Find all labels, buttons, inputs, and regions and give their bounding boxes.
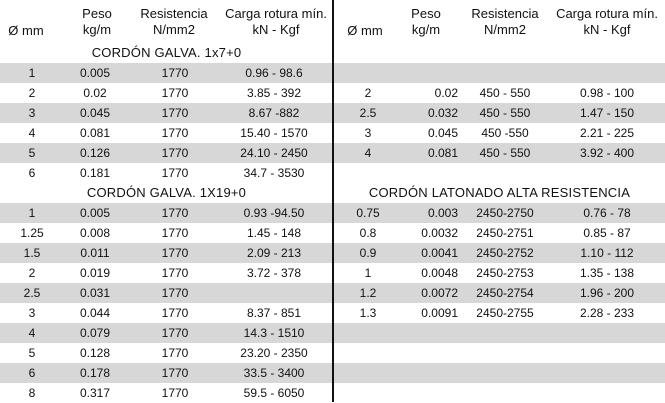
left-s2-row <box>0 383 333 403</box>
left-s1-cell-resist: 1770 <box>161 106 189 120</box>
left-s1-cell-carga: 8.67 -882 <box>248 106 300 120</box>
right-s1-cell-diam: 2.5 <box>359 106 377 120</box>
left-s2-cell-carga: 23.20 - 2350 <box>240 346 308 360</box>
left-s2-cell-peso: 0.005 <box>79 206 111 220</box>
left-s2-cell-peso: 0.317 <box>79 386 111 400</box>
left-s2-cell-carga: 1.45 - 148 <box>246 226 302 240</box>
right-s2-cell-resist: 2450-2752 <box>476 246 534 260</box>
right-s2-cell-carga: 1.96 - 200 <box>579 286 635 300</box>
left-s1-cell-diam: 2 <box>28 86 36 100</box>
left-header-peso-l2: kg/m <box>82 22 112 37</box>
right-header-resist-l1: Resistencia <box>471 6 539 21</box>
left-s2-cell-peso: 0.011 <box>80 246 110 260</box>
right-s2-cell-carga: 0.76 - 78 <box>583 206 631 220</box>
right-s2-cell-carga: 0.85 - 87 <box>583 226 631 240</box>
left-s1-cell-resist: 1770 <box>161 126 189 140</box>
right-s2-cell-peso: 0.0072 <box>421 286 458 300</box>
right-s2-row <box>334 243 665 263</box>
left-s2-row <box>0 283 333 303</box>
left-s2-cell-carga: 33.5 - 3400 <box>243 366 305 380</box>
left-header-carga <box>218 6 334 38</box>
left-header-resist-l1: Resistencia <box>140 6 208 21</box>
right-s1-row <box>334 83 665 103</box>
right-s2-cell-peso: 0.0041 <box>421 246 458 260</box>
right-s2-row <box>334 283 665 303</box>
right-s1-cell-peso: 0.045 <box>427 126 458 140</box>
left-header-resist-l2: N/mm2 <box>153 22 195 37</box>
right-s2-row <box>334 303 665 323</box>
right-s1-cell-peso: 0.081 <box>427 146 458 160</box>
right-s2-row <box>334 203 665 223</box>
left-s2-cell-diam: 2.5 <box>23 286 41 300</box>
left-s2-row <box>0 343 333 363</box>
right-s1-cell-resist: 450 -550 <box>481 126 529 140</box>
left-s1-cell-resist: 1770 <box>161 146 189 160</box>
left-s2-row <box>0 363 333 383</box>
left-s2-cell-resist: 1770 <box>161 366 189 380</box>
right-panel <box>334 0 665 402</box>
left-panel <box>0 0 333 402</box>
left-s1-cell-peso: 0.005 <box>79 66 111 80</box>
left-s1-cell-diam: 3 <box>28 106 36 120</box>
left-s2-row <box>0 263 333 283</box>
left-s1-cell-resist: 1770 <box>161 166 189 180</box>
left-s1-row <box>0 123 333 143</box>
left-s2-cell-diam: 1.5 <box>23 246 41 260</box>
left-s2-row <box>0 203 333 223</box>
left-s2-cell-carga: 2.09 - 213 <box>246 246 302 260</box>
left-s1-row <box>0 103 333 123</box>
right-header-carga <box>550 6 664 38</box>
right-s2-cell-diam: 0.8 <box>359 226 377 240</box>
left-s2-cell-peso: 0.031 <box>79 286 111 300</box>
right-header <box>334 0 665 43</box>
right-s1-cell-diam: 2 <box>364 86 372 100</box>
left-s2-cell-peso: 0.079 <box>79 326 111 340</box>
left-s2-cell-peso: 0.044 <box>79 306 111 320</box>
left-s2-cell-carga <box>218 283 330 303</box>
right-s2-row <box>334 343 665 363</box>
right-section-2-title: CORDÓN LATONADO ALTA RESISTENCIA <box>334 183 665 203</box>
left-s1-row <box>0 83 333 103</box>
right-s2-row <box>334 223 665 243</box>
left-s1-cell-diam: 5 <box>28 146 36 160</box>
left-s2-cell-resist: 1770 <box>161 206 189 220</box>
left-header-peso <box>72 6 122 38</box>
left-s2-cell-diam: 2 <box>28 266 36 280</box>
right-s2-cell-diam: 0.9 <box>359 246 377 260</box>
right-s2-row <box>334 263 665 283</box>
left-s2-cell-carga: 0.93 -94.50 <box>243 206 305 220</box>
left-header-carga-l2: kN - Kgf <box>252 22 300 37</box>
right-s1-cell-resist: 450 - 550 <box>479 106 531 120</box>
right-s2-cell-resist: 2450-2751 <box>476 226 534 240</box>
left-s2-cell-carga: 3.72 - 378 <box>246 266 302 280</box>
left-s1-cell-peso: 0.045 <box>79 106 111 120</box>
left-s2-cell-peso: 0.008 <box>79 226 111 240</box>
right-s2-row <box>334 363 665 383</box>
right-s1-row <box>334 143 665 163</box>
right-s1-cell-peso: 0.02 <box>434 86 458 100</box>
left-s1-cell-carga: 34.7 - 3530 <box>243 166 305 180</box>
right-s2-cell-carga: 1.10 - 112 <box>580 246 634 260</box>
right-header-peso-l2: kg/m <box>411 22 441 37</box>
left-s2-cell-diam: 8 <box>28 386 36 400</box>
left-header-diam: Ø mm <box>8 23 44 38</box>
left-s2-cell-diam: 4 <box>28 326 36 340</box>
left-s1-cell-diam: 4 <box>28 126 36 140</box>
right-s2-cell-carga: 2.28 - 233 <box>579 306 635 320</box>
left-section-2-title: CORDÓN GALVA. 1X19+0 <box>0 183 333 203</box>
right-s2-cell-resist: 2450-2753 <box>476 266 534 280</box>
right-s2-cell-peso: 0.0032 <box>421 226 458 240</box>
left-s2-cell-carga: 59.5 - 6050 <box>243 386 305 400</box>
left-header-carga-l1: Carga rotura mín. <box>225 6 327 21</box>
right-s2-row <box>334 383 665 403</box>
right-s1-cell-resist: 450 - 550 <box>479 86 531 100</box>
left-s1-row <box>0 63 333 83</box>
right-s1-cell-carga: 3.92 - 400 <box>579 146 635 160</box>
left-s2-cell-resist: 1770 <box>161 386 189 400</box>
left-s1-cell-peso: 0.126 <box>79 146 111 160</box>
left-s1-cell-carga: 3.85 - 392 <box>246 86 302 100</box>
right-s2-cell-peso: 0.0048 <box>421 266 458 280</box>
left-s2-cell-peso: 0.019 <box>79 266 111 280</box>
left-s1-cell-diam: 1 <box>28 66 36 80</box>
right-s1-cell-carga: 0.98 - 100 <box>579 86 635 100</box>
left-s2-cell-resist: 1770 <box>161 346 189 360</box>
left-s2-cell-resist: 1770 <box>161 266 189 280</box>
right-s2-cell-resist: 2450-2755 <box>476 306 534 320</box>
left-s1-cell-carga: 0.96 - 98.6 <box>245 66 303 80</box>
left-s1-cell-peso: 0.02 <box>83 86 107 100</box>
left-s2-cell-peso: 0.128 <box>79 346 111 360</box>
right-s1-cell-resist: 450 - 550 <box>479 146 531 160</box>
right-s2-cell-diam: 0.75 <box>356 206 380 220</box>
right-s1-cell-carga: 2.21 - 225 <box>579 126 635 140</box>
right-header-resist-l2: N/mm2 <box>484 22 526 37</box>
right-s2-row <box>334 323 665 343</box>
right-s1-cell-carga: 1.47 - 150 <box>579 106 635 120</box>
left-s2-cell-diam: 1 <box>28 206 36 220</box>
left-s1-cell-carga: 24.10 - 2450 <box>240 146 308 160</box>
left-s2-cell-resist: 1770 <box>161 246 189 260</box>
left-s2-cell-peso: 0.178 <box>79 366 111 380</box>
left-s1-cell-diam: 6 <box>28 166 36 180</box>
left-s1-row <box>0 163 333 183</box>
right-s2-cell-resist: 2450-2754 <box>476 286 534 300</box>
right-s1-cell-diam: 4 <box>364 146 372 160</box>
left-s1-cell-peso: 0.081 <box>79 126 111 140</box>
right-s1-cell-peso: 0.032 <box>427 106 458 120</box>
right-s2-cell-resist: 2450-2750 <box>476 206 534 220</box>
left-s2-cell-diam: 5 <box>28 346 36 360</box>
left-s1-row <box>0 143 333 163</box>
left-header-peso-l1: Peso <box>82 6 112 21</box>
right-s2-cell-peso: 0.0091 <box>421 306 458 320</box>
right-header-carga-l1: Carga rotura mín. <box>556 6 658 21</box>
left-s2-cell-diam: 3 <box>28 306 36 320</box>
right-header-diam: Ø mm <box>347 23 383 38</box>
left-header-resist <box>132 6 216 38</box>
left-header <box>0 0 333 43</box>
right-s2-cell-peso: 0.003 <box>427 206 458 220</box>
left-s2-row <box>0 223 333 243</box>
right-header-carga-l2: kN - Kgf <box>583 22 631 37</box>
left-s2-cell-carga: 14.3 - 1510 <box>243 326 305 340</box>
right-s1-row <box>334 123 665 143</box>
left-s2-cell-resist: 1770 <box>161 326 189 340</box>
left-s2-row <box>0 323 333 343</box>
left-s2-row <box>0 303 333 323</box>
right-header-peso <box>400 6 452 38</box>
right-s2-cell-diam: 1.2 <box>359 286 377 300</box>
right-header-peso-l1: Peso <box>411 6 441 21</box>
left-s2-cell-carga: 8.37 - 851 <box>246 306 302 320</box>
left-s2-cell-resist: 1770 <box>161 306 189 320</box>
right-s1-row <box>334 103 665 123</box>
left-s1-cell-peso: 0.181 <box>79 166 111 180</box>
left-s2-cell-diam: 6 <box>28 366 36 380</box>
left-s2-cell-resist: 1770 <box>161 286 189 300</box>
left-s1-cell-carga: 15.40 - 1570 <box>240 126 308 140</box>
right-s1-cell-diam: 3 <box>364 126 372 140</box>
left-section-1-title: CORDÓN GALVA. 1x7+0 <box>0 43 333 63</box>
left-s1-cell-resist: 1770 <box>161 86 189 100</box>
left-s2-row <box>0 243 333 263</box>
right-s1-blank-row <box>334 43 665 63</box>
right-s1-blank-row <box>334 63 665 83</box>
right-s2-cell-diam: 1 <box>364 266 372 280</box>
left-s1-cell-resist: 1770 <box>161 66 189 80</box>
right-s2-cell-diam: 1.3 <box>359 306 377 320</box>
right-header-resist <box>462 6 548 38</box>
right-s2-cell-carga: 1.35 - 138 <box>579 266 635 280</box>
left-s2-cell-resist: 1770 <box>161 226 189 240</box>
left-s2-cell-diam: 1.25 <box>20 226 44 240</box>
